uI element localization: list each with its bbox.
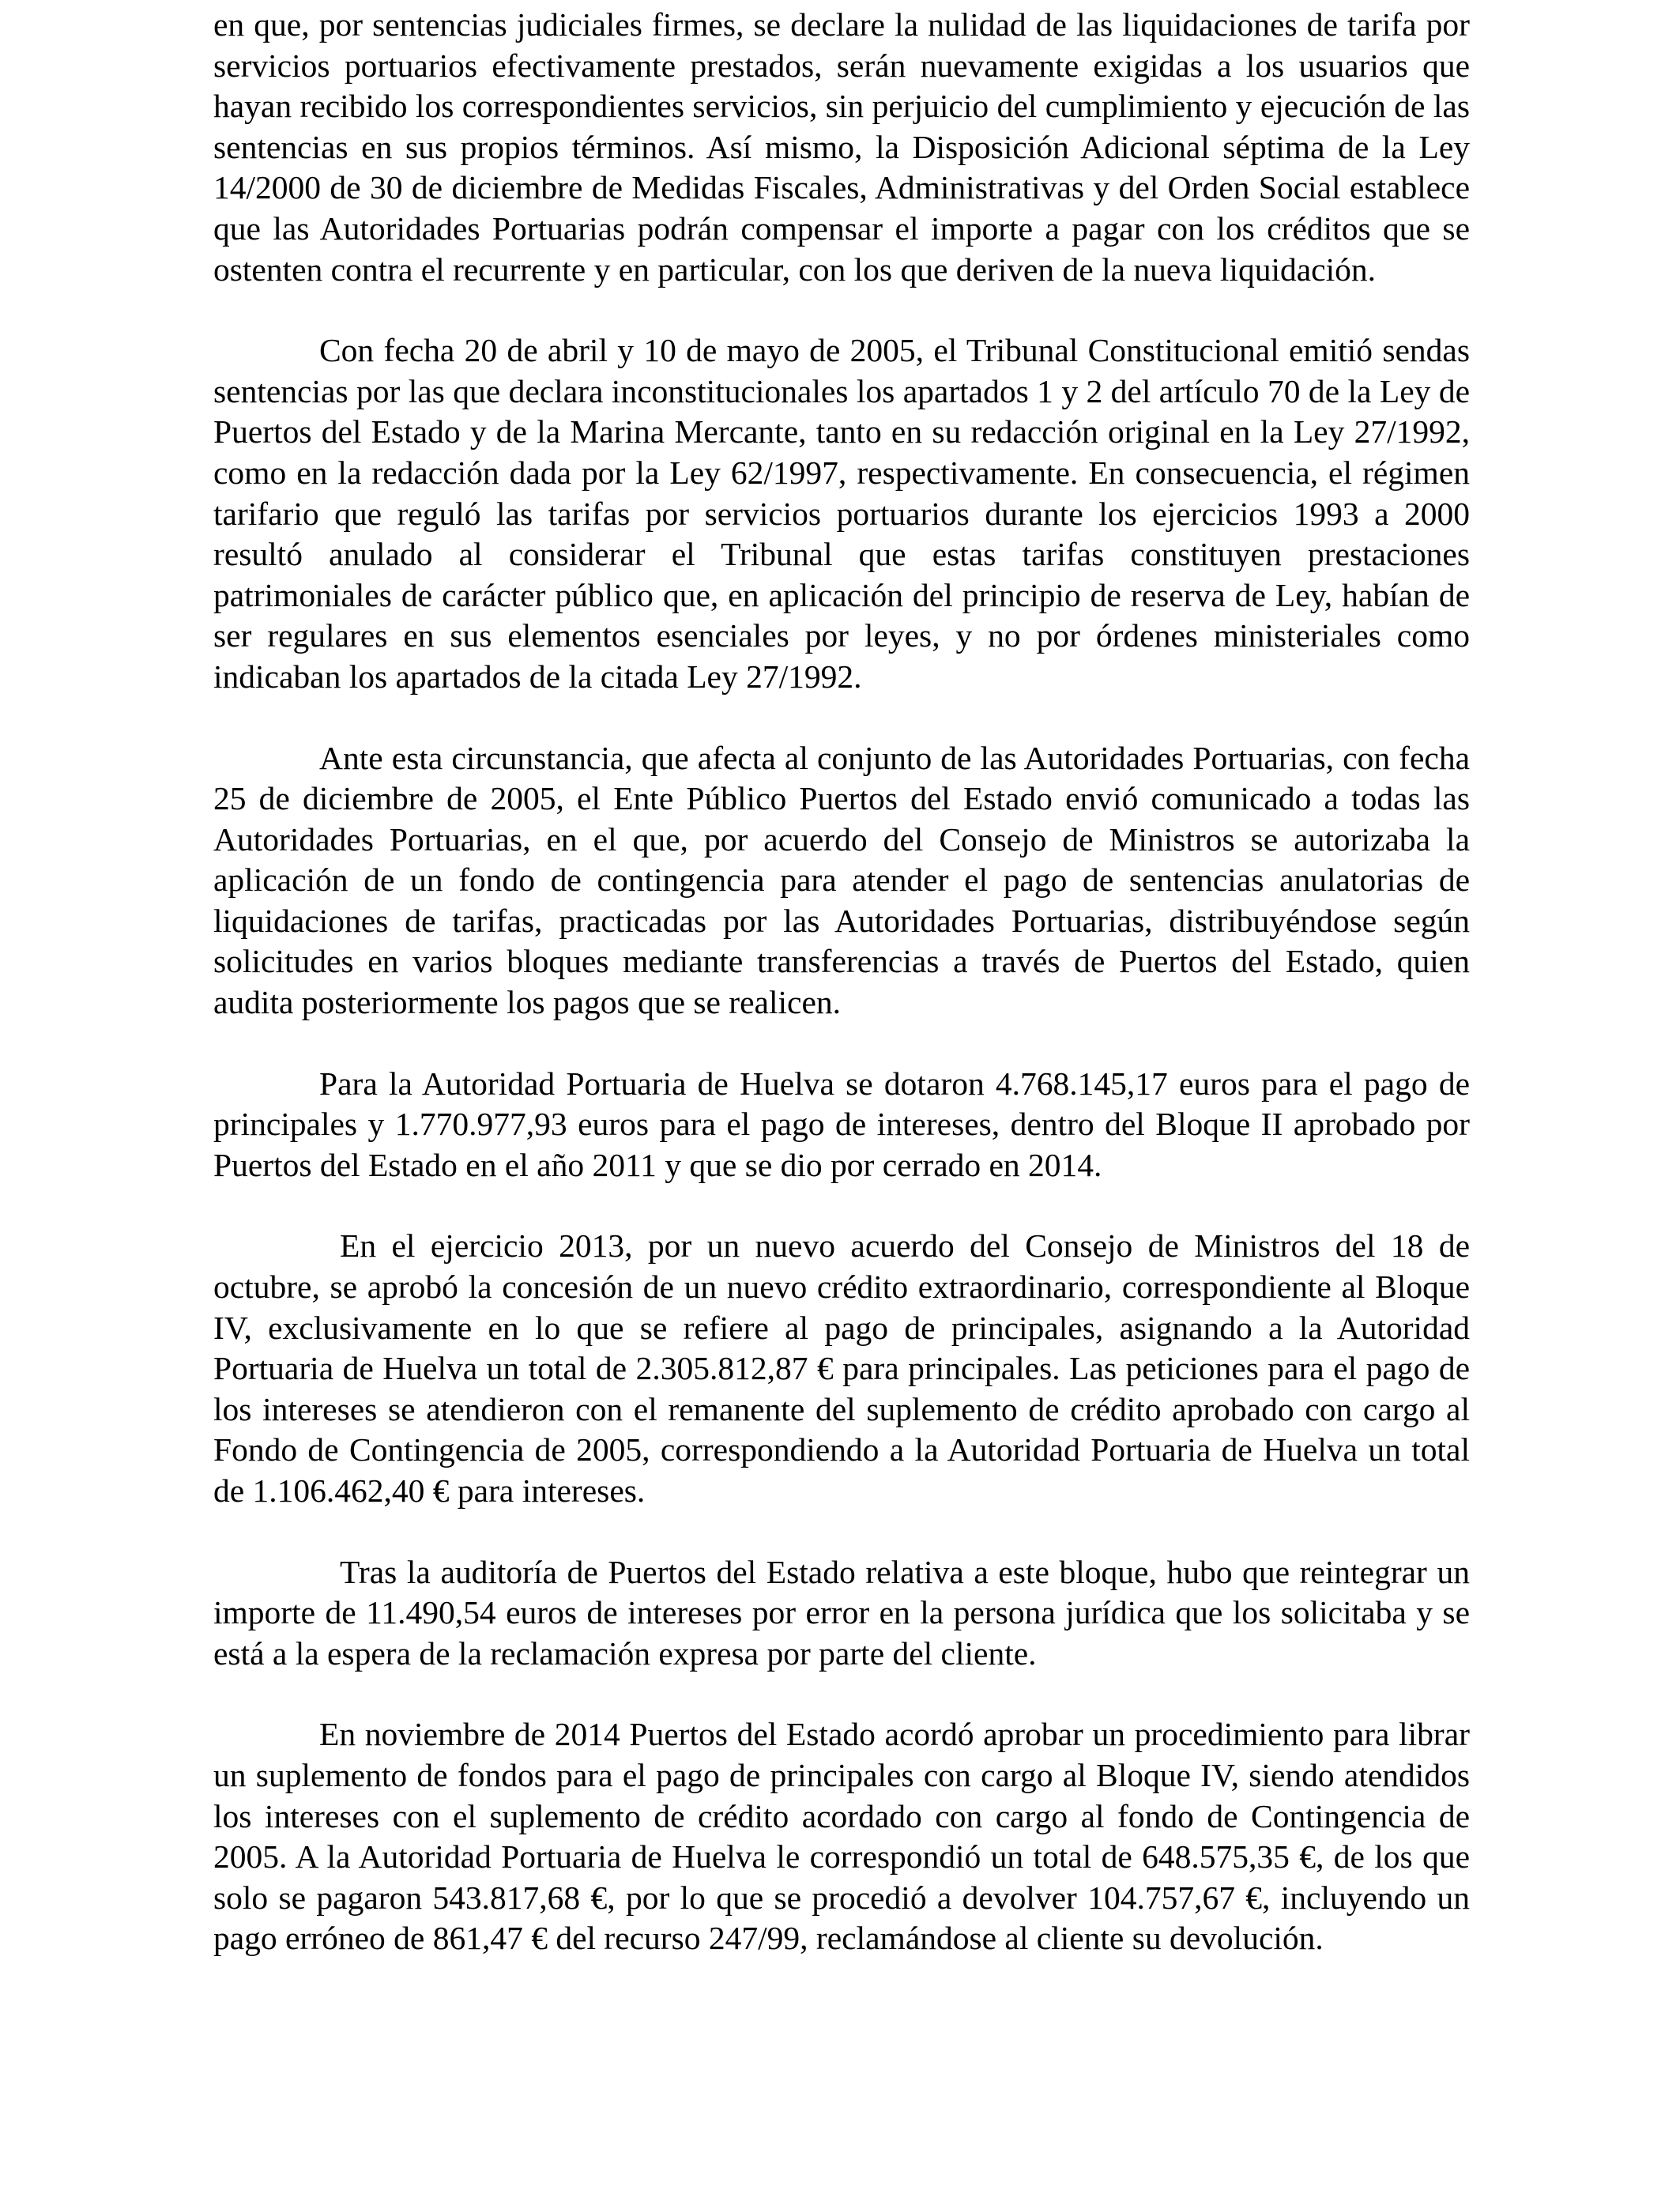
paragraph-fondo-contingencia: Ante esta circunstancia, que afecta al conjunto de las Autoridades Portuarias, con fecha 25 de diciembre de 2005, el Ente Público Puertos del Estado envió comunicado a todas las Autoridades Portuarias, en el que, por acuerdo del Consejo de Ministros se autorizaba la aplicación de un fondo de contingencia para atender el pago de sentencias anulatorias de liquidaciones de tarifas, practicadas por las Autoridades Portuarias, distribuyéndose según solicitudes en varios bloques mediante transferencias a través de Puertos del Estado, quien audita posteriormente los pagos que se realicen. bbox=[213, 739, 1470, 1021]
paragraph-bloque-iv: En el ejercicio 2013, por un nuevo acuerdo del Consejo de Ministros del 18 de octubre, se aprobó la concesión de un nuevo crédito extraordinario, correspondiente al Bloque IV, exclusivamente en lo que se refiere al pago de principales, asignando a la Autoridad Portuaria de Huelva un total de 2.305.812,87 € para principales. Las peticiones para el pago de los intereses se atendieron con el remanente del suplemento de crédito aprobado con cargo al Fondo de Contingencia de 2005, correspondiendo a la Autoridad Portuaria de Huelva un total de 1.106.462,40 € para intereses. bbox=[213, 1227, 1470, 1509]
document-page bbox=[213, 0, 1470, 1959]
paragraph-noviembre-2014: En noviembre de 2014 Puertos del Estado acordó aprobar un procedimiento para librar un suplemento de fondos para el pago de principales con cargo al Bloque IV, siendo atendidos los intereses con el suplemento de crédito acordado con cargo al fondo de Contingencia de 2005. A la Autoridad Portuaria de Huelva le correspondió un total de 648.575,35 €, de los que solo se pagaron 543.817,68 €, por lo que se procedió a devolver 104.757,67 €, incluyendo un pago erróneo de 861,47 € del recurso 247/99, reclamándose al cliente su devolución. bbox=[213, 1716, 1470, 1957]
paragraph-continuation: en que, por sentencias judiciales firmes, se declare la nulidad de las liquidaciones de tarifa por servicios portuarios efectivamente prestados, serán nuevamente exigidas a los usuarios que hayan recibido los correspondientes servicios, sin perjuicio del cumplimiento y ejecución de las sentencias en sus propios términos. Así mismo, la Disposición Adicional séptima de la Ley 14/2000 de 30 de diciembre de Medidas Fiscales, Administrativas y del Orden Social establece que las Autoridades Portuarias podrán compensar el importe a pagar con los créditos que se ostenten contra el recurrente y en particular, con los que deriven de la nueva liquidación. bbox=[213, 6, 1470, 288]
paragraph-bloque-ii: Para la Autoridad Portuaria de Huelva se dotaron 4.768.145,17 euros para el pago de principales y 1.770.977,93 euros para el pago de intereses, dentro del Bloque II aprobado por Puertos del Estado en el año 2011 y que se dio por cerrado en 2014. bbox=[213, 1065, 1470, 1183]
paragraph-auditoria: Tras la auditoría de Puertos del Estado relativa a este bloque, hubo que reintegrar un importe de 11.490,54 euros de intereses por error en la persona jurídica que los solicitaba y se está a la espera de la reclamación expresa por parte del cliente. bbox=[213, 1553, 1470, 1672]
paragraph-tribunal-constitucional: Con fecha 20 de abril y 10 de mayo de 2005, el Tribunal Constitucional emitió sendas sentencias por las que declara inconstitucionales los apartados 1 y 2 del artículo 70 de la Ley de Puertos del Estado y de la Marina Mercante, tanto en su redacción original en la Ley 27/1992, como en la redacción dada por la Ley 62/1997, respectivamente. En consecuencia, el régimen tarifario que reguló las tarifas por servicios portuarios durante los ejercicios 1993 a 2000 resultó anulado al considerar el Tribunal que estas tarifas constituyen prestaciones patrimoniales de carácter público que, en aplicación del principio de reserva de Ley, habían de ser regulares en sus elementos esenciales por leyes, y no por órdenes ministeriales como indicaban los apartados de la citada Ley 27/1992. bbox=[213, 332, 1470, 695]
